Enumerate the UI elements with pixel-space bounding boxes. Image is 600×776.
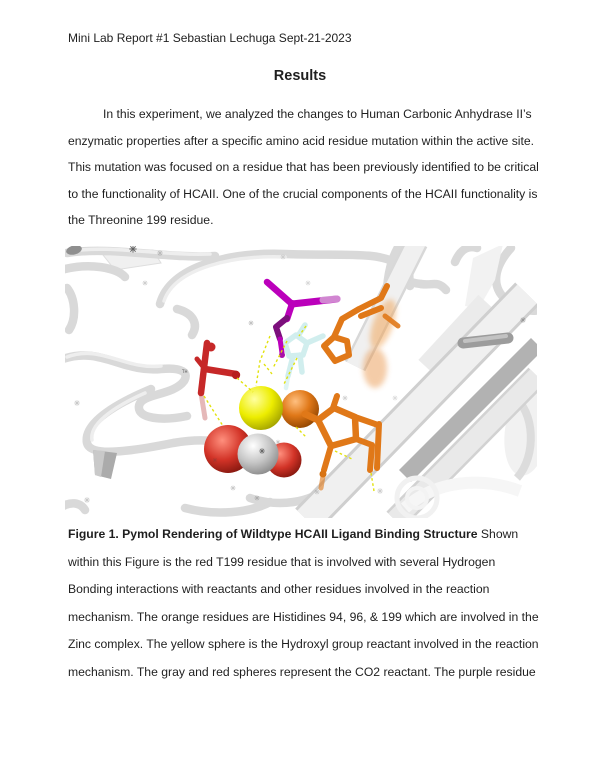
paragraph-line: the Threonine 199 residue. xyxy=(68,213,214,228)
caption-bold-lead: Figure 1. Pymol Rendering of Wildtype HCAII Ligand Binding Structure xyxy=(68,527,478,541)
hydroxyl-sphere xyxy=(239,386,283,430)
caption-line: Zinc complex. The yellow sphere is the Hydroxyl group reactant involved in the reaction xyxy=(68,637,539,652)
paragraph-line: to the functionality of HCAII. One of the crucial components of the HCAII functionality is xyxy=(68,186,538,201)
paragraph-line: enzymatic properties after a specific amino acid residue mutation within the active site. xyxy=(68,133,535,148)
caption-line: mechanism. The gray and red spheres represent the CO2 reactant. The purple residue xyxy=(68,664,536,679)
residue-label: TH xyxy=(182,369,188,374)
co2-spheres xyxy=(204,425,302,478)
caption-line-rest: Shown xyxy=(477,527,519,541)
figure-1-pymol-render xyxy=(65,246,537,518)
figure-caption xyxy=(68,521,548,687)
page-title: Results xyxy=(273,68,327,84)
results-paragraph xyxy=(68,101,540,234)
co2-carbon-sphere xyxy=(238,434,279,475)
paragraph-line: This mutation was focused on a residue that has been previously identified to be critical xyxy=(68,160,539,175)
caption-line: mechanism. The orange residues are Histidines 94, 96, & 199 which are involved in the xyxy=(68,609,539,624)
document-header: Mini Lab Report #1 Sebastian Lechuga Sept-21-2023 xyxy=(68,31,352,45)
paragraph-line: In this experiment, we analyzed the changes to Human Carbonic Anhydrase II’s xyxy=(103,107,532,121)
cyan-residue xyxy=(285,325,323,388)
caption-line xyxy=(68,521,548,549)
caption-line: within this Figure is the red T199 residue that is involved with several Hydrogen xyxy=(68,554,496,569)
zinc-sphere xyxy=(281,390,319,428)
caption-line: Bonding interactions with reactants and other residues involved in the reaction xyxy=(68,582,490,597)
